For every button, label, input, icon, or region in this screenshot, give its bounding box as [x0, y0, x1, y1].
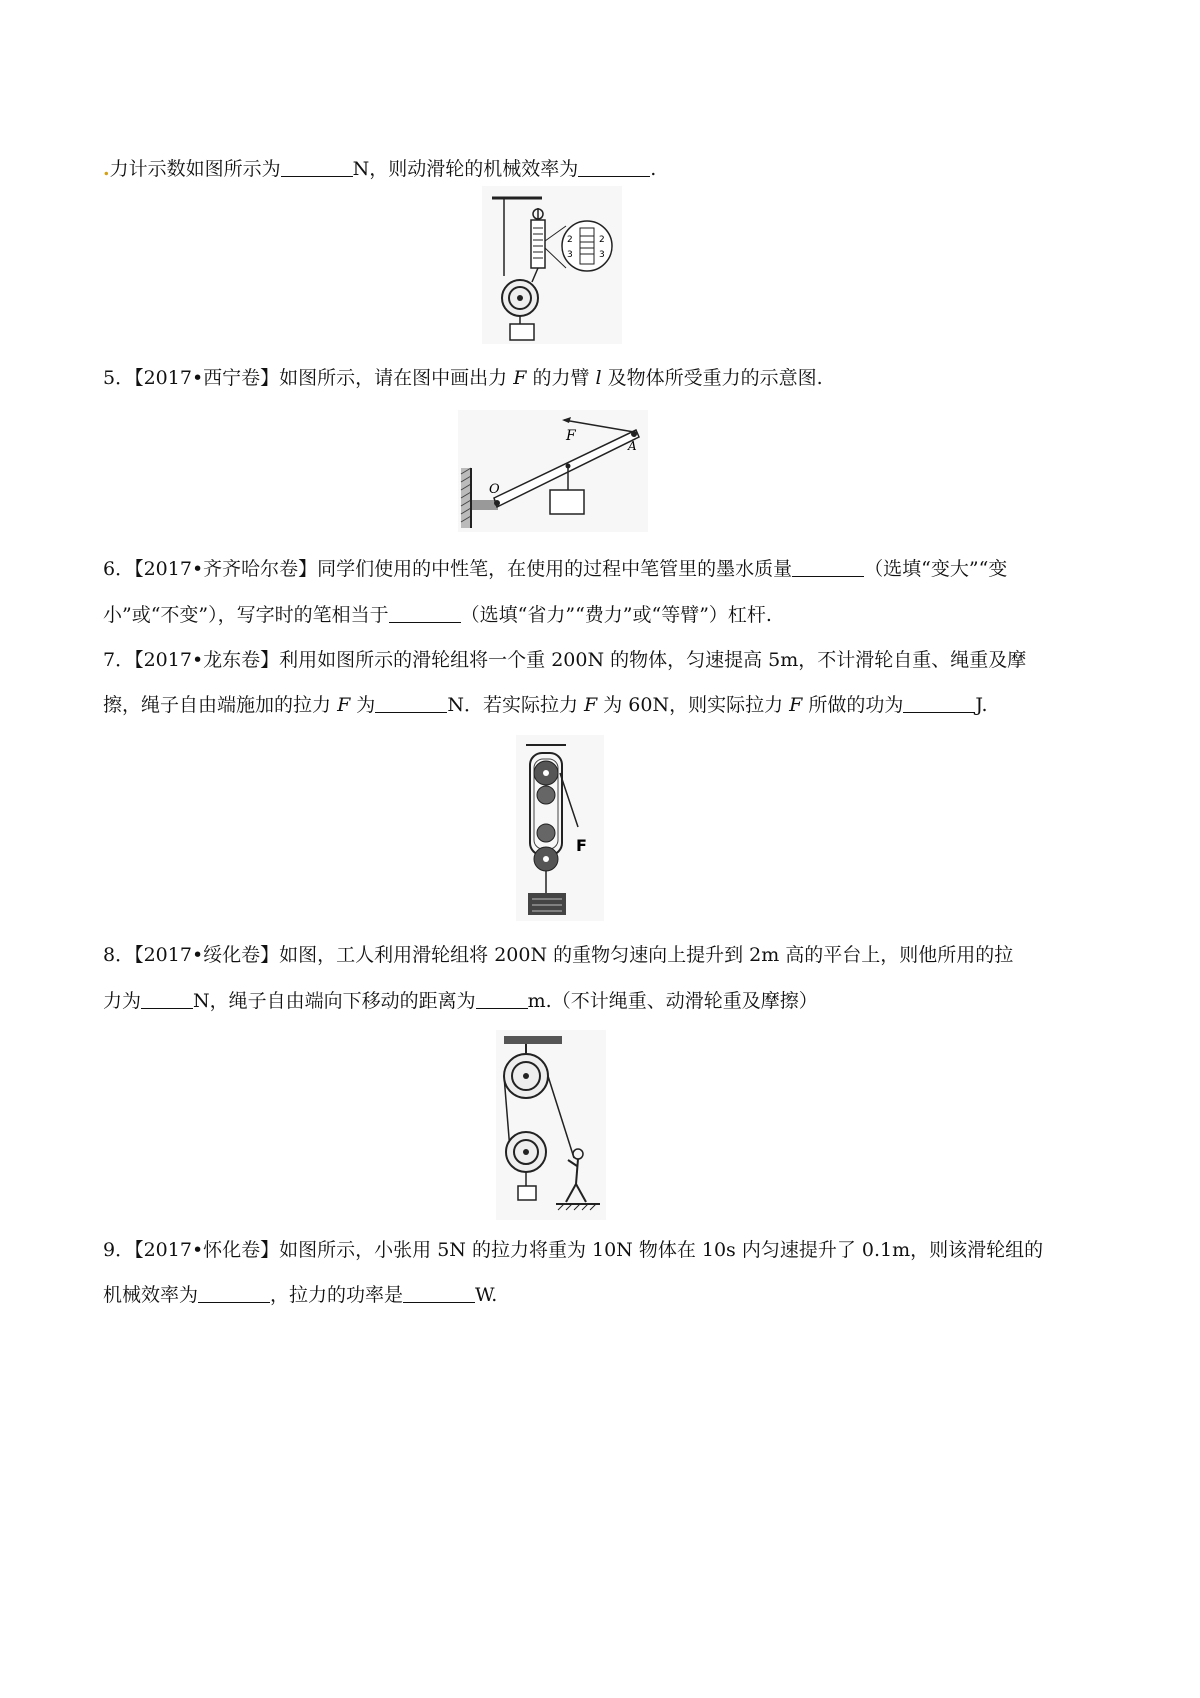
q9-blank-efficiency[interactable] [198, 1282, 270, 1303]
q7-source: 【2017•龙东卷】 [134, 649, 280, 671]
q8-line-1 [103, 942, 1013, 968]
q4-pulley-figure [482, 186, 622, 344]
q7-line-1 [103, 647, 1026, 673]
q5-text-c: 及物体所受重力的示意图. [607, 367, 823, 389]
q7-italic-f: F [337, 694, 351, 716]
q6-blank-mass[interactable] [792, 556, 864, 577]
q9-text-c: ，拉力的功率是 [270, 1284, 404, 1306]
q6-text-c: 小”或“不变”），写字时的笔相当于 [103, 604, 389, 626]
q7-text-b: 擦，绳子自由端施加的拉力 [103, 694, 332, 716]
q7-text-e: 为 60N，则实际拉力 [603, 694, 784, 716]
q4-marker: . [103, 158, 110, 180]
q6-number: 6． [103, 558, 135, 580]
q9-line-2 [103, 1282, 497, 1308]
q8-line-2 [103, 988, 818, 1014]
q6-source: 【2017•齐齐哈尔卷】 [134, 558, 318, 580]
q8-blank-force[interactable] [141, 988, 193, 1009]
q8-worker-pulley-figure [496, 1030, 606, 1220]
q9-blank-power[interactable] [403, 1282, 475, 1303]
q8-text-b: 力为 [103, 990, 142, 1012]
q9-line-1 [103, 1237, 1043, 1263]
q4-scale-label: 3 [599, 250, 605, 260]
q4-line [103, 156, 656, 182]
q8-blank-distance[interactable] [476, 988, 528, 1009]
q6-text-d: （选填“省力”“费力”或“等臂”）杠杆. [460, 604, 772, 626]
q5-lever-figure [458, 410, 648, 532]
q6-text-a: 同学们使用的中性笔，在使用的过程中笔管里的墨水质量 [317, 558, 793, 580]
q9-text-b: 机械效率为 [103, 1284, 199, 1306]
q7-blank-force[interactable] [375, 692, 447, 713]
q7-text-a: 利用如图所示的滑轮组将一个重 200N 的物体，匀速提高 5m，不计滑轮自重、绳重及摩 [279, 649, 1027, 671]
q7-text-c: 为 [356, 694, 376, 716]
q9-text-a: 如图所示，小张用 5N 的拉力将重为 10N 物体在 10s 内匀速提升了 0.1m，则该滑轮组的 [279, 1239, 1044, 1261]
q4-scale-label: 2 [567, 235, 573, 245]
q5-line [103, 365, 823, 391]
q7-line-2 [103, 692, 988, 718]
q7-text-g: J. [975, 694, 988, 716]
q5-force-label: F [566, 428, 576, 444]
q6-line-1 [103, 556, 1007, 582]
q7-pulley-block-figure [516, 735, 604, 921]
q5-italic-l: l [595, 367, 602, 389]
q7-number: 7． [103, 649, 135, 671]
q5-point-a-label: A [628, 439, 637, 453]
q7-italic-f: F [584, 694, 598, 716]
q6-text-b: （选填“变大”“变 [864, 558, 1008, 580]
q8-source: 【2017•绥化卷】 [134, 944, 280, 966]
q8-text-d: m.（不计绳重、动滑轮重及摩擦） [527, 990, 818, 1012]
q9-source: 【2017•怀化卷】 [134, 1239, 280, 1261]
q4-scale-label: 3 [567, 250, 573, 260]
q6-line-2 [103, 602, 772, 628]
q8-text-a: 如图，工人利用滑轮组将 200N 的重物匀速向上提升到 2m 高的平台上，则他所用的拉 [279, 944, 1014, 966]
q5-number: 5． [103, 367, 135, 389]
q7-text-d: N．若实际拉力 [447, 694, 578, 716]
q4-text-before: 力计示数如图所示为 [109, 158, 281, 180]
q5-pivot-label: O [489, 482, 500, 497]
q9-text-d: W. [475, 1284, 498, 1306]
q6-blank-lever-type[interactable] [389, 602, 461, 623]
q5-source: 【2017•西宁卷】 [134, 367, 280, 389]
q5-text-a: 如图所示，请在图中画出力 [279, 367, 508, 389]
q5-italic-f: F [513, 367, 527, 389]
q8-text-c: N，绳子自由端向下移动的距离为 [193, 990, 476, 1012]
q7-italic-f: F [789, 694, 803, 716]
q4-text-end: . [650, 158, 657, 180]
q7-force-label: F [576, 836, 587, 855]
q8-number: 8． [103, 944, 135, 966]
q4-text-mid: N，则动滑轮的机械效率为 [352, 158, 579, 180]
q7-blank-work[interactable] [903, 692, 975, 713]
q7-text-f: 所做的功为 [808, 694, 904, 716]
q4-blank-reading[interactable] [281, 156, 353, 177]
q4-scale-label: 2 [599, 235, 605, 245]
q9-number: 9． [103, 1239, 135, 1261]
q5-text-b: 的力臂 [532, 367, 590, 389]
q4-blank-efficiency[interactable] [578, 156, 650, 177]
